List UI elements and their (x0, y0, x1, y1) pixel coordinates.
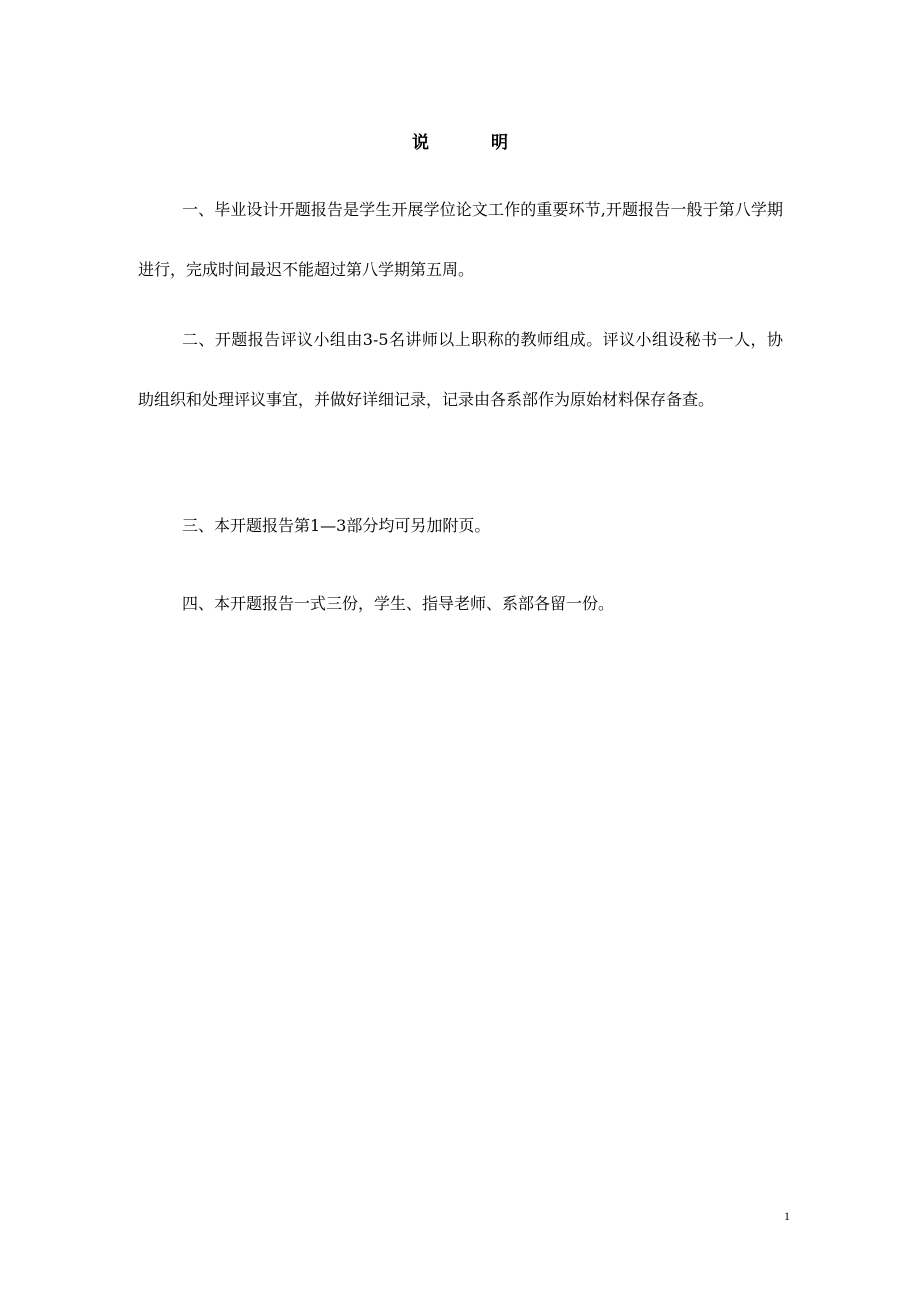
paragraph-1: 一、毕业设计开题报告是学生开展学位论文工作的重要环节,开题报告一般于第八学期进行，完成时间最迟不能超过第八学期第五周。 (138, 200, 783, 279)
paragraph-2: 二、开题报告评议小组由3-5名讲师以上职称的教师组成。评议小组设秘书一人，协助组织和处理评议事宜，并做好详细记录，记录由各系部作为原始材料保存备查。 (138, 330, 783, 409)
page-number: 1 (784, 1209, 790, 1223)
paragraph-4: 四、本开题报告一式三份，学生、指导老师、系部各留一份。 (182, 594, 615, 613)
page-title: 说 明 (412, 133, 536, 153)
paragraph-3: 三、本开题报告第1—3部分均可另加附页。 (182, 516, 491, 535)
